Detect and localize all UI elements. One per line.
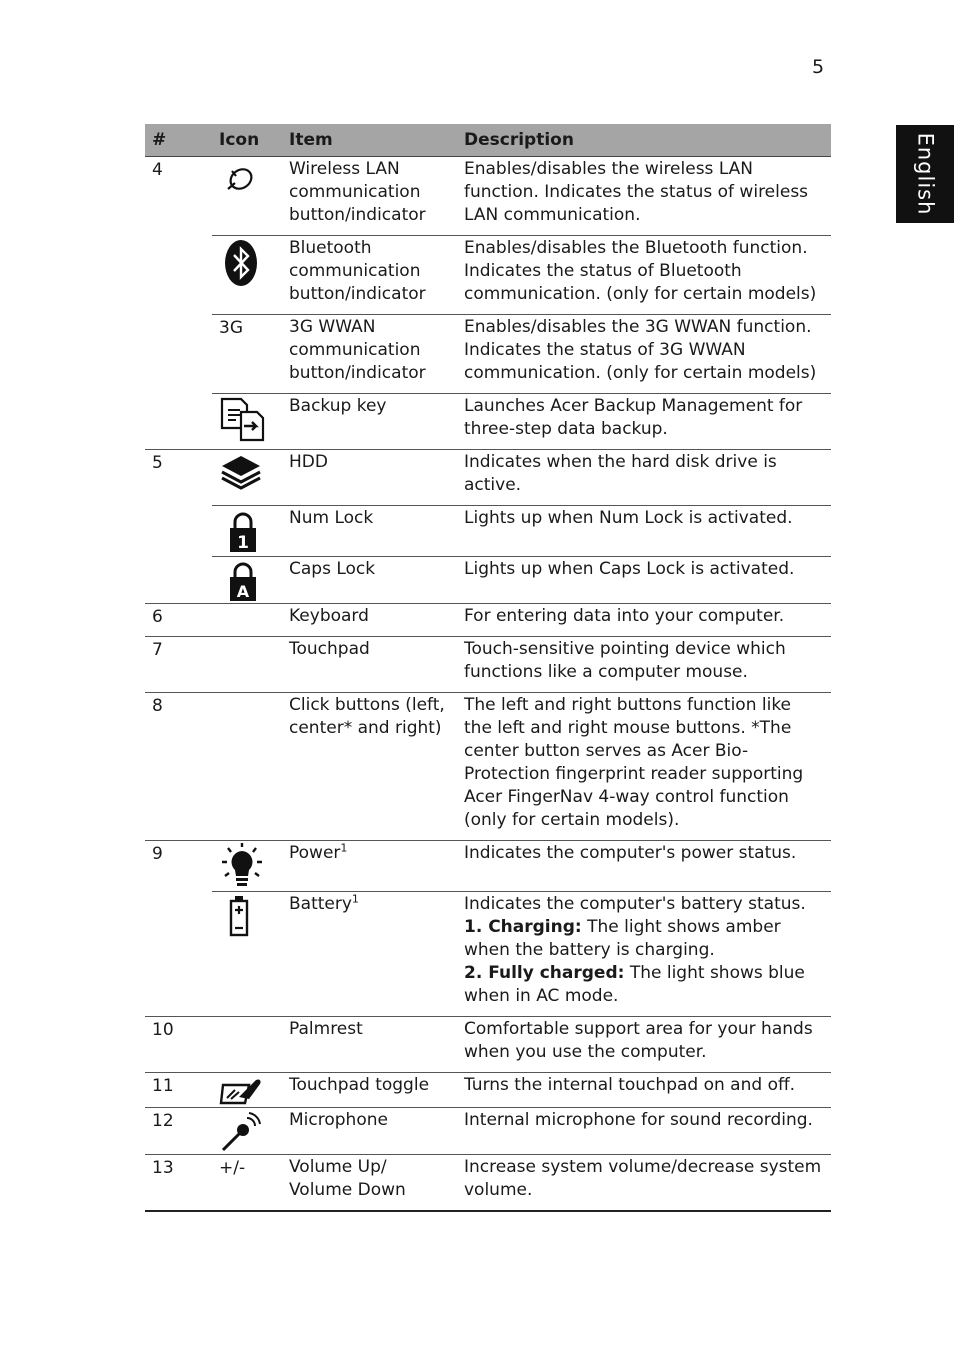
page-number: 5 bbox=[812, 56, 825, 78]
item-description: For entering data into your computer. bbox=[457, 604, 831, 637]
row-number: 8 bbox=[145, 693, 212, 841]
item-description: Touch-sensitive pointing device which functions like a computer mouse. bbox=[457, 637, 831, 693]
table-row bbox=[145, 892, 831, 1017]
row-number: 13 bbox=[145, 1155, 212, 1212]
bluetooth-icon bbox=[219, 238, 275, 286]
touchpad-toggle-icon bbox=[219, 1075, 275, 1107]
icon-cell bbox=[212, 892, 282, 1017]
header-description: Description bbox=[457, 124, 831, 157]
icon-cell bbox=[212, 236, 282, 315]
power-icon bbox=[219, 843, 275, 891]
caps-lock-icon bbox=[219, 559, 275, 603]
row-number: 7 bbox=[145, 637, 212, 693]
table-row bbox=[145, 315, 831, 394]
item-name: Volume Up/ Volume Down bbox=[282, 1155, 457, 1212]
table-header-row bbox=[145, 124, 831, 157]
table-row bbox=[145, 157, 831, 236]
icon-cell bbox=[212, 637, 282, 693]
num-lock-icon bbox=[219, 508, 275, 556]
3g-icon-label: 3G bbox=[219, 318, 243, 338]
status-label: 1. Charging: bbox=[464, 917, 582, 937]
table-row bbox=[145, 557, 831, 604]
row-number: 6 bbox=[145, 604, 212, 637]
item-description: Indicates the computer's power status. bbox=[457, 841, 831, 892]
item-name: Keyboard bbox=[282, 604, 457, 637]
icon-cell bbox=[212, 450, 282, 506]
item-description: The left and right buttons function like the left and right mouse buttons. *The center button serves as Acer Bio-Protection fingerprint reader supporting Acer FingerNav 4-way control function (only for certain models). bbox=[457, 693, 831, 841]
header-icon: Icon bbox=[212, 124, 282, 157]
footnote-marker: 1 bbox=[340, 841, 348, 855]
icon-cell bbox=[212, 157, 282, 236]
header-item: Item bbox=[282, 124, 457, 157]
header-num: # bbox=[145, 124, 212, 157]
item-description bbox=[457, 892, 831, 1017]
volume-icon-label: +/- bbox=[219, 1158, 246, 1178]
table-row bbox=[145, 1073, 831, 1108]
row-number: 5 bbox=[145, 450, 212, 604]
item-description: Internal microphone for sound recording. bbox=[457, 1108, 831, 1155]
item-name: Click buttons (left, center* and right) bbox=[282, 693, 457, 841]
item-name: Num Lock bbox=[282, 506, 457, 557]
backup-icon bbox=[219, 396, 275, 444]
item-name: 3G WWAN communication button/indicator bbox=[282, 315, 457, 394]
table-row bbox=[145, 841, 831, 892]
status-text: The light shows blue when in AC mode. bbox=[464, 963, 805, 1006]
row-number: 4 bbox=[145, 157, 212, 450]
description-line bbox=[464, 962, 824, 1008]
table-row bbox=[145, 394, 831, 450]
table-row bbox=[145, 637, 831, 693]
item-name bbox=[282, 892, 457, 1017]
item-name: Microphone bbox=[282, 1108, 457, 1155]
table-row bbox=[145, 604, 831, 637]
table-row bbox=[145, 236, 831, 315]
item-description: Enables/disables the wireless LAN function. Indicates the status of wireless LAN communication. bbox=[457, 157, 831, 236]
status-text: The light shows amber when the battery is charging. bbox=[464, 917, 781, 960]
icon-cell bbox=[212, 315, 282, 394]
icon-cell bbox=[212, 1017, 282, 1073]
item-name: Backup key bbox=[282, 394, 457, 450]
item-description: Enables/disables the 3G WWAN function. Indicates the status of 3G WWAN communication. (only for certain models) bbox=[457, 315, 831, 394]
table-row bbox=[145, 1017, 831, 1073]
table-row bbox=[145, 1108, 831, 1155]
item-description: Increase system volume/decrease system volume. bbox=[457, 1155, 831, 1212]
item-name bbox=[282, 841, 457, 892]
item-name: Wireless LAN communication button/indicator bbox=[282, 157, 457, 236]
item-description: Launches Acer Backup Management for three-step data backup. bbox=[457, 394, 831, 450]
item-description: Turns the internal touchpad on and off. bbox=[457, 1073, 831, 1108]
description-line bbox=[464, 916, 824, 962]
hdd-icon bbox=[219, 452, 275, 492]
svg-text:1: 1 bbox=[237, 533, 249, 553]
footnote-marker: 1 bbox=[351, 892, 359, 906]
item-description: Indicates when the hard disk drive is active. bbox=[457, 450, 831, 506]
table-row bbox=[145, 1155, 831, 1212]
item-name-text: Power bbox=[289, 843, 341, 863]
description-line: Indicates the computer's battery status. bbox=[464, 894, 806, 914]
icon-cell bbox=[212, 1108, 282, 1155]
status-label: 2. Fully charged: bbox=[464, 963, 625, 983]
icon-cell bbox=[212, 1073, 282, 1108]
icon-cell bbox=[212, 557, 282, 604]
row-number: 12 bbox=[145, 1108, 212, 1155]
item-name-text: Battery bbox=[289, 894, 352, 914]
item-name: Bluetooth communication button/indicator bbox=[282, 236, 457, 315]
icon-cell bbox=[212, 394, 282, 450]
row-number: 11 bbox=[145, 1073, 212, 1108]
side-tab-label: English bbox=[913, 132, 938, 216]
item-description: Lights up when Num Lock is activated. bbox=[457, 506, 831, 557]
item-name: HDD bbox=[282, 450, 457, 506]
table-row bbox=[145, 450, 831, 506]
table-row bbox=[145, 506, 831, 557]
wireless-icon bbox=[219, 159, 275, 207]
row-number: 10 bbox=[145, 1017, 212, 1073]
item-description: Comfortable support area for your hands when you use the computer. bbox=[457, 1017, 831, 1073]
icon-cell bbox=[212, 506, 282, 557]
battery-icon bbox=[219, 894, 275, 942]
icon-cell bbox=[212, 604, 282, 637]
language-side-tab bbox=[896, 125, 954, 223]
icon-cell bbox=[212, 693, 282, 841]
table-row bbox=[145, 693, 831, 841]
icon-cell bbox=[212, 841, 282, 892]
item-name: Touchpad bbox=[282, 637, 457, 693]
icon-cell bbox=[212, 1155, 282, 1212]
svg-text:A: A bbox=[236, 582, 250, 601]
feature-table bbox=[145, 124, 831, 1212]
item-description: Enables/disables the Bluetooth function. Indicates the status of Bluetooth communication. (only for certain models) bbox=[457, 236, 831, 315]
item-description: Lights up when Caps Lock is activated. bbox=[457, 557, 831, 604]
item-name: Palmrest bbox=[282, 1017, 457, 1073]
microphone-icon bbox=[219, 1110, 275, 1154]
row-number: 9 bbox=[145, 841, 212, 1017]
item-name: Caps Lock bbox=[282, 557, 457, 604]
item-name: Touchpad toggle bbox=[282, 1073, 457, 1108]
